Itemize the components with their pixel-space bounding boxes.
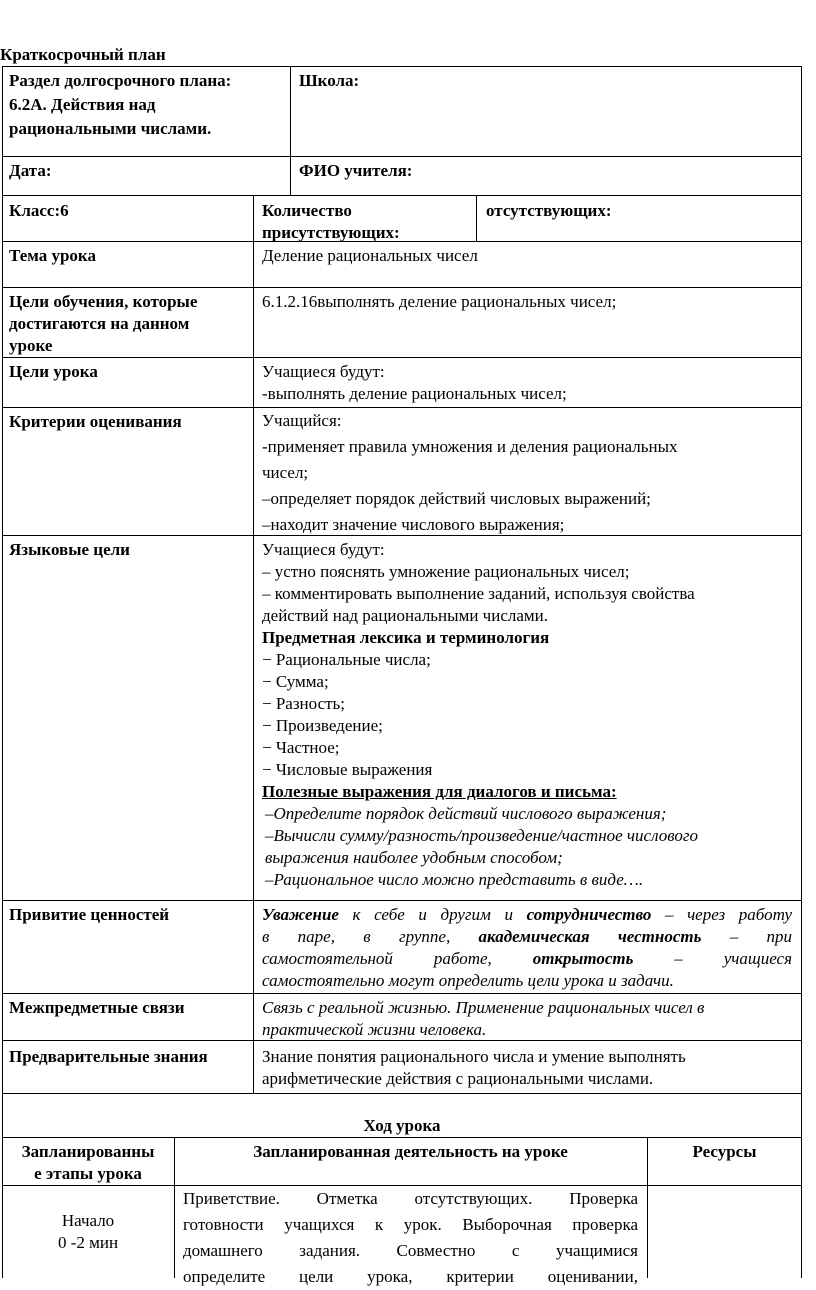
absent-label: отсутствующих:: [486, 201, 612, 220]
stage-name: Начало: [61, 1211, 115, 1230]
phrase-4: –Рациональное число можно представить в виде….: [265, 870, 644, 889]
prior-line-1: Знание понятия рационального числа и умение выполнять: [262, 1047, 686, 1066]
criteria-value: [262, 408, 678, 538]
criteria-line-1: Учащийся:: [262, 411, 342, 430]
activity-cell: [183, 1186, 638, 1290]
stage-cell: [2, 1210, 174, 1254]
activity-line: готовности учащихся к урок. Выборочная проверка: [183, 1215, 638, 1234]
prior-value: [262, 1046, 686, 1090]
goals-label: Цели урока: [9, 362, 98, 381]
objectives-label-2: достигаются на данном: [9, 314, 190, 333]
values-line-2: в паре, в группе, академическая честность – при: [262, 927, 792, 946]
col-activity: Запланированная деятельность на уроке: [253, 1142, 568, 1161]
present-label: [262, 200, 400, 244]
term-item: − Числовые выражения: [262, 760, 433, 779]
topic-label: Тема урока: [9, 246, 96, 265]
objectives-value: 6.1.2.16выполнять деление рациональных чисел;: [262, 292, 617, 311]
lesson-heading: Ход урока: [363, 1116, 441, 1135]
goals-value: [262, 361, 567, 405]
criteria-line-5: –находит значение числового выражения;: [262, 515, 565, 534]
cross-line-2: практической жизни человека.: [262, 1020, 487, 1039]
objectives-label: [9, 291, 197, 357]
activity-line: домашнего задания. Совместно с учащимися: [183, 1241, 638, 1260]
term-item: − Рациональные числа;: [262, 650, 431, 669]
cross-value: [262, 997, 704, 1041]
term-item: − Произведение;: [262, 716, 383, 735]
activity-line: определите цели урока, критерии оценивании,: [183, 1267, 638, 1286]
criteria-line-4: –определяет порядок действий числовых выражений;: [262, 489, 651, 508]
section-label: Раздел долгосрочного плана:: [9, 71, 232, 90]
vocab-heading: Предметная лексика и терминология: [262, 628, 550, 647]
values-line-4: самостоятельно могут определить цели урока и задачи.: [262, 971, 674, 990]
col-resources: Ресурсы: [692, 1142, 757, 1161]
prior-label: Предварительные знания: [9, 1047, 208, 1066]
term-item: − Частное;: [262, 738, 340, 757]
col-stages-2: е этапы урока: [34, 1164, 142, 1183]
section-value-2: рациональными числами.: [9, 119, 212, 138]
language-line-2: – устно пояснять умножение рациональных чисел;: [262, 562, 630, 581]
activity-line: Приветствие. Отметка отсутствующих. Проверка: [183, 1189, 638, 1208]
phrase-2: –Вычисли сумму/разность/произведение/частное числового: [265, 826, 698, 845]
phrase-1: –Определите порядок действий числового выражения;: [265, 804, 667, 823]
date-label: Дата:: [9, 161, 52, 180]
language-line-1: Учащиеся будут:: [262, 540, 385, 559]
cross-label: Межпредметные связи: [9, 998, 185, 1017]
values-line-1: Уважение к себе и другим и сотрудничество – через работу: [262, 905, 792, 924]
stage-time: 0 -2 мин: [57, 1233, 119, 1252]
term-item: − Разность;: [262, 694, 346, 713]
objectives-label-1: Цели обучения, которые: [9, 292, 198, 311]
objectives-label-3: уроке: [9, 336, 53, 355]
topic-value: Деление рациональных чисел: [262, 246, 478, 265]
present-label-line-2: присутствующих:: [262, 223, 400, 242]
teacher-label: ФИО учителя:: [299, 161, 413, 180]
phrase-3: выражения наиболее удобным способом;: [265, 848, 563, 867]
section-cell: [9, 70, 289, 140]
phrases-heading: Полезные выражения для диалогов и письма:: [262, 782, 617, 801]
document-title: Краткосрочный план: [0, 45, 166, 64]
col-stages-1: Запланированны: [21, 1142, 155, 1161]
language-value: [262, 539, 792, 891]
language-label: Языковые цели: [9, 540, 130, 559]
values-label: Привитие ценностей: [9, 905, 170, 924]
col-stages: [2, 1141, 174, 1185]
language-line-3: – комментировать выполнение заданий, используя свойства: [262, 584, 695, 603]
criteria-line-3: чисел;: [262, 463, 309, 482]
criteria-line-2: -применяет правила умножения и деления рациональных: [262, 437, 678, 456]
cross-line-1: Связь с реальной жизнью. Применение рациональных чисел в: [262, 998, 705, 1017]
values-value: [262, 904, 792, 992]
goals-line-2: -выполнять деление рациональных чисел;: [262, 384, 567, 403]
class-label: Класс:6: [9, 201, 69, 220]
criteria-label: Критерии оценивания: [9, 412, 182, 431]
language-line-4: действий над рациональными числами.: [262, 606, 549, 625]
term-item: − Сумма;: [262, 672, 329, 691]
section-value: 6.2А. Действия над: [9, 95, 156, 114]
prior-line-2: арифметические действия с рациональными числами.: [262, 1069, 654, 1088]
present-label-line-1: Количество: [262, 201, 352, 220]
school-label: Школа:: [299, 71, 360, 90]
goals-line-1: Учащиеся будут:: [262, 362, 385, 381]
values-line-3: самостоятельной работе, открытость – учащиеся: [262, 949, 792, 968]
